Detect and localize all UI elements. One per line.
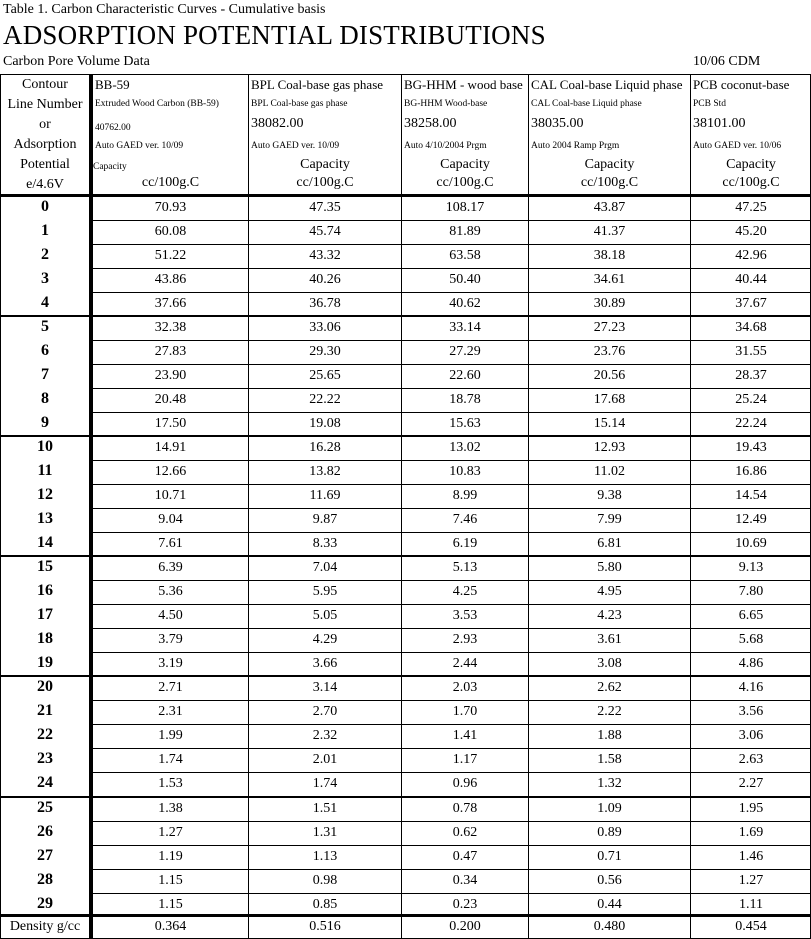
table-cell: 18.78	[449, 392, 481, 408]
table-cell: 1.17	[452, 752, 478, 768]
table-cell: 43.87	[593, 200, 626, 215]
table-cell: 29.30	[309, 344, 341, 360]
table-cell: 1.46	[738, 848, 764, 864]
table-cell: 14.54	[735, 488, 767, 504]
row-separator	[90, 460, 811, 461]
table-cell: 34.61	[593, 272, 626, 288]
table-cell: 38.18	[593, 248, 626, 264]
contour-line-number: 10	[37, 438, 53, 456]
column-header	[691, 76, 811, 194]
table-cell: 25.65	[309, 368, 341, 384]
table-cell: 40.26	[309, 272, 341, 288]
table-cell: 1.38	[158, 800, 183, 816]
table-cell: 23.90	[154, 368, 187, 384]
group-separator	[0, 675, 811, 677]
table-cell: 1.15	[158, 872, 183, 888]
contour-line-number: 14	[37, 534, 53, 552]
contour-line-number: 17	[37, 606, 53, 624]
column-description: PCB Std	[693, 99, 727, 109]
row-separator	[90, 845, 811, 846]
table-cell: 7.99	[597, 512, 622, 528]
contour-line-number: 23	[37, 750, 53, 768]
contour-header-line: Adsorption	[13, 137, 77, 152]
table-cell: 34.68	[735, 320, 767, 336]
contour-line-number: 5	[41, 318, 49, 336]
table-cell: 0.85	[312, 896, 338, 912]
row-separator	[90, 508, 811, 509]
table-cell: 9.13	[738, 560, 764, 576]
table-cell: 17.68	[593, 392, 626, 408]
table-cell: 63.58	[449, 248, 481, 264]
table-cell: 3.19	[158, 656, 183, 672]
table-cell: 3.56	[738, 704, 764, 720]
table-cell: 3.66	[312, 656, 338, 672]
table-cell: 81.89	[449, 224, 481, 240]
table-cell: 0.78	[452, 800, 478, 816]
table-cell: 2.32	[312, 728, 338, 744]
table-cell: 9.38	[597, 488, 622, 504]
table-cell: 1.70	[452, 704, 478, 720]
group-separator	[0, 435, 811, 437]
column-method: Auto 2004 Ramp Prgm	[531, 141, 620, 151]
table-cell: 1.31	[312, 824, 338, 840]
density-value: 0.480	[593, 919, 626, 934]
table-cell: 4.50	[158, 608, 183, 624]
table-cell: 43.86	[154, 272, 187, 288]
table-cell: 3.06	[738, 728, 764, 744]
contour-header-line: e/4.6V	[26, 177, 64, 192]
row-separator	[90, 628, 811, 629]
contour-line-number: 12	[37, 486, 53, 504]
group-separator	[0, 315, 811, 317]
table-cell: 20.56	[593, 368, 626, 384]
table-cell: 9.04	[158, 512, 183, 528]
table-cell: 17.50	[154, 416, 187, 432]
contour-line-number: 28	[37, 870, 53, 888]
table-cell: 27.29	[449, 344, 481, 360]
table-cell: 22.60	[449, 368, 481, 384]
table-cell: 10.69	[735, 536, 767, 552]
table-cell: 5.36	[158, 584, 183, 600]
column-name: PCB coconut-base	[693, 77, 790, 92]
table-cell: 40.62	[449, 296, 481, 312]
column-name: BG-HHM - wood base	[404, 77, 523, 92]
table-cell: 0.23	[452, 896, 478, 912]
table-cell: 5.80	[597, 560, 622, 576]
column-name: CAL Coal-base Liquid phase	[531, 77, 683, 92]
column-description: BG-HHM Wood-base	[404, 99, 488, 109]
row-separator	[90, 220, 811, 221]
contour-line-number: 1	[41, 222, 49, 240]
contour-line-number: 2	[41, 246, 49, 264]
table-cell: 3.53	[452, 608, 478, 624]
table-cell: 7.80	[738, 584, 764, 600]
table-cell: 2.27	[738, 776, 764, 792]
date-tag: 10/06 CDM	[693, 54, 761, 69]
column-name: BPL Coal-base gas phase	[251, 77, 384, 92]
contour-line-number: 21	[37, 702, 53, 720]
row-separator	[90, 292, 811, 293]
table-cell: 23.76	[593, 344, 626, 360]
density-value: 0.364	[154, 919, 187, 934]
column-unit: cc/100g.C	[296, 175, 354, 190]
contour-line-number: 22	[37, 726, 53, 744]
table-cell: 10.83	[449, 464, 481, 480]
table-cell: 28.37	[735, 368, 767, 384]
density-separator	[0, 914, 811, 917]
table-cell: 5.05	[312, 608, 338, 624]
row-separator	[90, 869, 811, 870]
column-sample-id: 40762.00	[95, 123, 131, 133]
column-sample-id: 38101.00	[693, 116, 746, 131]
table-cell: 4.86	[738, 656, 764, 672]
contour-header-line: Contour	[22, 77, 68, 92]
contour-header-line: Line Number	[7, 97, 83, 112]
table-cell: 2.62	[597, 680, 622, 696]
row-separator	[90, 893, 811, 894]
table-cell: 50.40	[449, 272, 481, 288]
group-separator	[0, 555, 811, 557]
table-cell: 1.99	[158, 728, 183, 744]
table-cell: 6.65	[738, 608, 764, 624]
table-cell: 12.49	[735, 512, 767, 528]
contour-line-number: 20	[37, 678, 53, 696]
table-cell: 1.53	[158, 776, 183, 792]
row-separator	[90, 412, 811, 413]
table-cell: 13.82	[309, 464, 341, 480]
table-cell: 27.23	[593, 320, 626, 336]
row-separator	[90, 604, 811, 605]
table-cell: 0.62	[452, 824, 478, 840]
table-cell: 8.99	[452, 488, 478, 504]
table-cell: 2.22	[597, 704, 622, 720]
table-cell: 2.93	[452, 632, 478, 648]
row-separator	[90, 748, 811, 749]
table-cell: 1.74	[158, 752, 183, 768]
contour-line-number: 18	[37, 630, 53, 648]
table-cell: 2.01	[312, 752, 338, 768]
table-cell: 45.20	[735, 224, 767, 240]
table-cell: 15.63	[449, 416, 481, 432]
column-header	[529, 76, 690, 194]
table-cell: 1.11	[739, 896, 763, 912]
column-unit: cc/100g.C	[722, 175, 780, 190]
column-sample-id: 38082.00	[251, 116, 304, 131]
row-separator	[90, 724, 811, 725]
column-capacity-label: Capacity	[726, 157, 776, 172]
table-cell: 6.81	[597, 536, 622, 552]
density-value: 0.516	[309, 919, 341, 934]
table-cell: 31.55	[735, 344, 767, 360]
table-cell: 27.83	[154, 344, 187, 360]
table-cell: 4.29	[312, 632, 338, 648]
table-cell: 15.14	[593, 416, 626, 432]
table-cell: 6.19	[452, 536, 478, 552]
table-cell: 8.33	[312, 536, 338, 552]
row-separator	[90, 772, 811, 773]
table-cell: 108.17	[445, 200, 485, 215]
table-cell: 42.96	[735, 248, 767, 264]
table-cell: 9.87	[312, 512, 338, 528]
contour-line-number: 4	[41, 294, 49, 312]
table-cell: 0.96	[452, 776, 478, 792]
table-cell: 1.19	[158, 848, 183, 864]
table-cell: 47.35	[309, 200, 341, 215]
table-cell: 1.41	[452, 728, 478, 744]
row-separator	[90, 652, 811, 653]
contour-line-number: 16	[37, 582, 53, 600]
column-header	[402, 76, 528, 194]
column-unit: cc/100g.C	[436, 175, 494, 190]
column-method: Auto GAED ver. 10/06	[693, 141, 782, 151]
table-cell: 13.02	[449, 440, 481, 456]
column-description: CAL Coal-base Liquid phase	[531, 99, 642, 109]
contour-line-number: 27	[37, 846, 53, 864]
contour-line-number: 0	[41, 198, 49, 215]
table-cell: 1.51	[312, 800, 338, 816]
table-cell: 2.70	[312, 704, 338, 720]
page-title: ADSORPTION POTENTIAL DISTRIBUTIONS	[3, 20, 546, 50]
table-cell: 2.44	[452, 656, 478, 672]
column-capacity-label: Capacity	[440, 157, 490, 172]
table-cell: 33.06	[309, 320, 341, 336]
table-cell: 3.79	[158, 632, 183, 648]
page-subtitle: Carbon Pore Volume Data	[3, 54, 150, 69]
table-cell: 3.61	[597, 632, 622, 648]
contour-line-number: 26	[37, 822, 53, 840]
contour-line-number: 25	[37, 798, 53, 816]
table-cell: 1.15	[158, 896, 183, 912]
table-cell: 1.88	[597, 728, 622, 744]
column-sample-id: 38258.00	[404, 116, 457, 131]
table-cell: 33.14	[449, 320, 481, 336]
table-cell: 19.08	[309, 416, 341, 432]
table-cell: 5.68	[738, 632, 764, 648]
table-cell: 3.08	[597, 656, 622, 672]
row-separator	[90, 268, 811, 269]
table-cell: 7.46	[452, 512, 478, 528]
table-cell: 70.93	[154, 200, 187, 215]
table-cell: 4.25	[452, 584, 478, 600]
table-cell: 11.69	[309, 488, 341, 504]
table-cell: 47.25	[735, 200, 767, 215]
row-separator	[90, 388, 811, 389]
table-cell: 37.66	[154, 296, 187, 312]
contour-line-number: 6	[41, 342, 49, 360]
table-cell: 1.74	[312, 776, 338, 792]
table-cell: 20.48	[154, 392, 187, 408]
contour-header-line: or	[39, 117, 51, 132]
table-cell: 45.74	[309, 224, 341, 240]
contour-line-number: 7	[41, 366, 49, 384]
table-cell: 1.27	[158, 824, 183, 840]
table-cell: 2.31	[158, 704, 183, 720]
row-separator	[90, 532, 811, 533]
table-cell: 1.95	[738, 800, 764, 816]
table-cell: 51.22	[154, 248, 187, 264]
column-method: Auto GAED ver. 10/09	[251, 141, 340, 151]
table-cell: 1.69	[738, 824, 764, 840]
density-value: 0.200	[449, 919, 481, 934]
column-description: BPL Coal-base gas phase	[251, 99, 348, 109]
table-cell: 43.32	[309, 248, 341, 264]
table-cell: 11.02	[594, 464, 625, 480]
table-cell: 0.98	[312, 872, 338, 888]
contour-line-number: 13	[37, 510, 53, 528]
column-header	[93, 76, 248, 194]
table-cell: 22.24	[735, 416, 767, 432]
column-capacity-label: Capacity	[300, 157, 350, 172]
table-cell: 0.44	[597, 896, 622, 912]
table-cell: 5.95	[312, 584, 338, 600]
row-separator	[90, 580, 811, 581]
table-cell: 60.08	[154, 224, 187, 240]
table-cell: 7.04	[312, 560, 338, 576]
contour-line-number: 3	[41, 270, 49, 288]
table-cell: 4.95	[597, 584, 622, 600]
table-cell: 4.23	[597, 608, 622, 624]
table-cell: 2.63	[738, 752, 764, 768]
contour-line-number: 9	[41, 414, 49, 432]
table-cell: 4.16	[738, 680, 764, 696]
contour-line-number: 24	[37, 774, 53, 792]
table-cell: 41.37	[593, 224, 626, 240]
table-cell: 1.32	[597, 776, 622, 792]
row-separator	[90, 700, 811, 701]
column-unit: cc/100g.C	[580, 175, 639, 190]
table-cell: 14.91	[154, 440, 187, 456]
group-separator	[0, 796, 811, 798]
table-caption: Table 1. Carbon Characteristic Curves - Cumulative basis	[3, 2, 326, 17]
table-cell: 16.86	[735, 464, 767, 480]
table-cell: 1.13	[312, 848, 338, 864]
table-cell: 12.66	[154, 464, 187, 480]
column-header	[249, 76, 401, 194]
table-cell: 0.89	[597, 824, 622, 840]
contour-line-number: 8	[41, 390, 49, 408]
table-cell: 36.78	[309, 296, 341, 312]
column-unit: cc/100g.C	[141, 175, 200, 190]
row-separator	[90, 821, 811, 822]
table-cell: 12.93	[593, 440, 626, 456]
table-cell: 16.28	[309, 440, 341, 456]
table-cell: 30.89	[593, 296, 626, 312]
table-cell: 1.58	[597, 752, 622, 768]
density-value: 0.454	[735, 919, 767, 934]
table-cell: 40.44	[735, 272, 767, 288]
table-cell: 22.22	[309, 392, 341, 408]
table-cell: 19.43	[735, 440, 767, 456]
contour-line-number: 11	[37, 462, 53, 480]
table-cell: 7.61	[158, 536, 183, 552]
row-separator	[90, 484, 811, 485]
column-capacity-label: Capacity	[93, 162, 127, 172]
table-cell: 1.27	[738, 872, 764, 888]
table-cell: 3.14	[312, 680, 338, 696]
column-description: Extruded Wood Carbon (BB-59)	[95, 99, 219, 109]
table-cell: 2.71	[158, 680, 183, 696]
contour-header-line: Potential	[20, 157, 70, 172]
table-cell: 6.39	[158, 560, 183, 576]
column-method: Auto 4/10/2004 Prgm	[404, 141, 487, 151]
table-cell: 37.67	[735, 296, 767, 312]
row-separator	[90, 244, 811, 245]
row-separator	[90, 364, 811, 365]
table-cell: 32.38	[154, 320, 187, 336]
table-cell: 25.24	[735, 392, 767, 408]
column-name: BB-59	[95, 77, 130, 92]
table-cell: 2.03	[452, 680, 478, 696]
contour-line-number: 15	[37, 558, 53, 576]
column-capacity-label: Capacity	[584, 157, 635, 172]
column-method: Auto GAED ver. 10/09	[95, 141, 184, 151]
table-cell: 0.34	[452, 872, 478, 888]
table-cell: 0.56	[597, 872, 622, 888]
table-cell: 5.13	[452, 560, 478, 576]
contour-line-number: 29	[37, 894, 53, 912]
column-sample-id: 38035.00	[531, 116, 584, 131]
row-separator	[90, 340, 811, 341]
table-cell: 1.09	[597, 800, 622, 816]
table-cell: 0.47	[452, 848, 478, 864]
table-cell: 10.71	[154, 488, 187, 504]
contour-line-number: 19	[37, 654, 53, 672]
density-label: Density g/cc	[9, 919, 81, 934]
table-cell: 0.71	[597, 848, 622, 864]
